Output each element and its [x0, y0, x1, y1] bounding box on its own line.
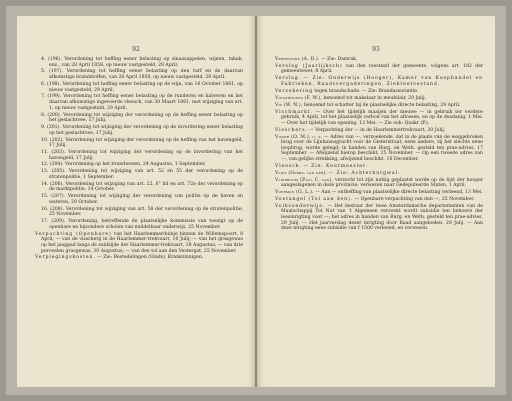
entry-text: tegen brandschade. — Zie: Brandassurantie. — [314, 88, 419, 94]
register-entry — [275, 190, 483, 196]
entry-text: — Zie: Bestedelingen (Stads), Krankzinnigen. — [97, 255, 204, 261]
entry-text: (206). Verordening tot wijziging van art. 22, 6° lid en art. 72e der verordening op de marktpolitie, 14 October. — [49, 181, 243, 193]
entry-heading: Visschers. — [275, 127, 308, 133]
entry-heading: Voerman (G. L.). — [275, 190, 314, 196]
entry-number: 10. — [41, 137, 49, 143]
entry-heading: Voetangel (Tol aan den). — [275, 196, 354, 202]
entry-number: 5. — [41, 69, 46, 75]
left-page — [17, 16, 255, 387]
book-spread — [6, 6, 506, 395]
register-entry — [35, 255, 243, 261]
entry-text: (202). Verordening tot wijziging der verordening op de heffing van het havengeld, 17 Julij. — [49, 137, 244, 149]
entry-number: 6. — [41, 81, 46, 87]
entry-text: (208). Verordening tot wijziging van art. 58 der verordening op de stratenpolitie, 25 November. — [49, 206, 243, 218]
register-entry — [275, 135, 483, 163]
register-entry — [35, 232, 243, 254]
entry-number: 4. — [41, 57, 46, 62]
entry-heading: Verslag (Jaarlijksch) — [275, 63, 343, 69]
register-entry — [35, 82, 243, 93]
register-entry — [35, 150, 243, 161]
entry-text: — Zie: Keurmeester. — [303, 163, 368, 169]
entry-text: — Zie: Onderwijs (Hooger), Kamer van Koophandel en Fabrieken, Raadsvergaderingen, Ziekteetoestand. — [281, 76, 483, 87]
register-entry — [35, 219, 243, 230]
register-entry — [275, 103, 483, 109]
register-entry — [35, 138, 243, 149]
register-entry — [275, 64, 483, 75]
entry-heading: Vingerhoeds (F. W.), — [275, 95, 322, 101]
register-entry — [35, 182, 243, 193]
entry-heading: Vischmarkt. — [275, 109, 313, 115]
entry-number: 17. — [41, 219, 49, 225]
entry-heading: Verplegingskosten. — [35, 255, 96, 261]
entry-number: 8. — [41, 112, 46, 118]
entry-heading: Vereenigde (A. D.). — [275, 57, 320, 62]
entry-text: (198). Verordening tot heffing eener belasting op de wijn, van 16 October 1861, op nieuw vastgesteld, 29 April. — [47, 81, 243, 93]
entry-text: — Zie: Achterburgwal. — [328, 170, 401, 176]
register-entry — [35, 194, 243, 205]
entry-text: benoemd tot makelaar in meubilair, 29 Julij. — [323, 95, 426, 101]
left-page-number: 92 — [132, 46, 140, 53]
entry-text: verzocht tot zijn nuttig geplaatst worde op de lijst der hooger aangeslagenen in deze provincie; verwezen naar Gedeputeerde Staten, 1 April. — [281, 177, 483, 189]
right-page-body — [275, 57, 483, 233]
entry-text: van het Haarlemmerduinje binnen de Willemspoort, 8 April; — van de visscherij in de Haarlemmer-trekvaart, 10 Julij; — van het grasgewas op het jaagpad langs de zuidzijde der Haarlemmer-trekvaart, 18 Augustus; — van drie perceelen grasgewas, 30 Augustus; — van den tol aan den Vestergat, 25 November. — [41, 231, 243, 254]
register-entry — [275, 128, 483, 134]
entry-text: (200). Verordening tot wijziging der verordening op de heffing eener belasting op het geslachtvee, 17 Julij. — [47, 112, 243, 124]
entry-heading: Verzekering — [275, 88, 313, 94]
register-entry — [275, 204, 483, 232]
entry-text: benoemd tot schatter bij de plaatselijke directe belasting, 29 April. — [303, 102, 461, 108]
entry-heading: Verpachting (Openbare) — [35, 231, 112, 237]
register-entry — [275, 178, 483, 189]
entry-number: 13. — [41, 169, 49, 175]
register-entry — [275, 197, 483, 203]
right-page-number: 93 — [372, 46, 380, 53]
register-entry — [275, 171, 483, 177]
entry-text: (209). Verordening, betreffende de plaatselijke kommissie van toezigt op de openbare en bijzondere scholen van middelbaar onderwijs, 25 November. — [49, 219, 243, 230]
entry-text: (196). Verordening tot heffing eener belasting op sinaasappelen, wijnen, tabak, enz., van 28 April 1858, op nieuw vastgesteld, 29 April. — [47, 57, 243, 68]
register-entry — [35, 169, 243, 180]
register-entry — [35, 94, 243, 111]
entry-text: — Aan — ontheffing van plaatselijke directe belasting verleend, 13 Mei. — [315, 190, 483, 196]
register-entry — [35, 69, 243, 80]
entry-text: (204). Verordening op het brandwezen, 24 Augustus, 1 September. — [49, 162, 206, 168]
entry-text: (205). Verordening tot wijziging van art. 52 en 55 der verordening op de stratenpolitie, 1 September. — [49, 169, 243, 180]
entry-number: 16. — [41, 206, 49, 212]
right-page — [257, 16, 495, 387]
register-entry — [35, 162, 243, 168]
entry-text: van den toestand der gemeente, volgens art. 182 der gemeentewet, 8 April. — [281, 63, 483, 75]
register-entry — [275, 164, 483, 170]
entry-text: — Over het tijdelijk maaijen der nieuwe — in gebruik ter verdere gebruik, 4 April, tot het plaatselijk verbod van het aflossen, en op de dusdanig, 1 Mei. — Over het tijdelijk van opening, 13 Mei. — Zie ook: Quakr (P.). — [281, 109, 483, 126]
entry-heading: Volksonderwijs. — [275, 203, 325, 209]
register-entry — [35, 113, 243, 124]
register-entry — [275, 76, 483, 87]
entry-heading: Vlierboom (Paul C. van), — [275, 177, 334, 183]
register-entry — [275, 57, 483, 63]
entry-number: 7. — [41, 94, 46, 100]
entry-heading: Vliet (Gebrs. van der). — [275, 170, 328, 176]
entry-number: 9. — [41, 125, 46, 131]
register-entry — [35, 57, 243, 68]
entry-text: — Verpachting der — in de Haarlemmertrekvaart, 20 Julij. — [309, 127, 446, 133]
entry-number: 11. — [41, 149, 49, 155]
entry-text: (201). Verordening tot wijziging der verordening op de invordering eener belasting op het geslachtvee, 17 Julij. — [47, 125, 243, 136]
entry-text: (197). Verordening tot heffing eener belasting op den turf en de daarvan afkomstige brandstoffen, van 28 April 1858, op nieuw vastgesteld, 29 April. — [49, 69, 243, 81]
register-entry — [275, 89, 483, 95]
entry-heading: Vis (W. N.), — [275, 102, 303, 108]
register-entry — [35, 207, 243, 218]
entry-text: — Adres van —, verzoekende, dat in de plaats van de weggebroken brug over de Lijnbaansgracht voor de Gieterstraat, eene andere, zij het slechts eene loopbrug, worde gelegd; in handen van Burg. en Weth. gesteld ten prae-advies, 17 September. — Afwijzend hierop beschikt, 25 November. — Op een tweede adres van —, van gelijke strekking, afwijzend beschikt, 16 December. — [281, 134, 483, 162]
entry-text: — Het bestuur der twee Amsterdamsche departementen van de Maatschappij Tot Nut van 't Algemeen verzoekt wordt subsidie ten behoeve der leesinrigting voor —; het adres in handen van Burg. en Weth. gesteld ten prae-advies, 29 Julij. — Het jaarverslag dezer inrigting door Raad aangeboden, 29 Julij. — Aan deze inrigting eene subsidie van f 1500 verleend, en verwezen. — [281, 203, 483, 232]
entry-number: 15. — [41, 194, 49, 200]
entry-number: 14. — [41, 181, 49, 187]
entry-text: (207). Verordening tot wijziging der verordening van politie op de haven en wateren, 29 October. — [49, 194, 243, 205]
entry-number: 12. — [41, 162, 49, 168]
entry-text: (203). Verordening tot wijziging der verordening op de invordering van het havengeld, 17 Julij. — [49, 149, 243, 161]
entry-heading: Visser (O. M.), c. s. — [275, 134, 323, 140]
entry-text: — Zie: Damrak. — [320, 57, 358, 62]
entry-text: — Openbare verpachting van den —, 25 November. — [354, 196, 475, 202]
register-entry — [275, 110, 483, 127]
register-entry — [275, 96, 483, 102]
entry-text: (199). Verordening tot heffing eener belasting op de runderen en kalveren en het daarvan afkomstige ingevoerde vleesch, van 30 Maart 1861, met wijziging van art. 1, op nieuw vastgesteld, 29 April. — [47, 94, 243, 111]
left-page-body — [35, 57, 243, 262]
entry-heading: Verslag. — [275, 76, 301, 82]
register-entry — [35, 125, 243, 136]
entry-heading: Vleesch. — [275, 163, 302, 169]
